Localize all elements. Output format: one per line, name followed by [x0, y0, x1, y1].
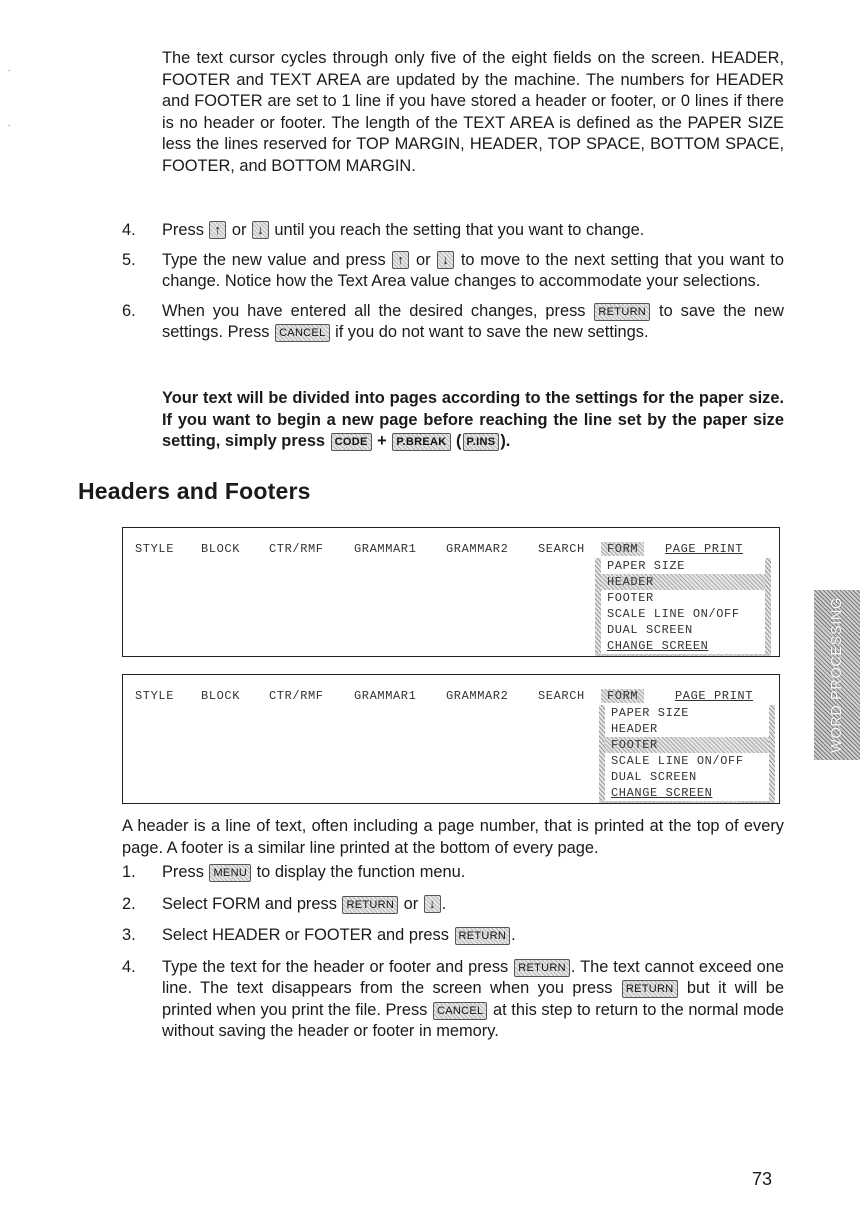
step-item — [122, 894, 784, 916]
plus-sign: + — [377, 432, 387, 450]
note-text: Your text will be divided into pages according to the settings for the paper size. If you want to begin a new page before reaching the line set by the paper size setting, simply press — [162, 389, 784, 450]
step-item — [122, 250, 784, 293]
step-text: to save the new settings. Press — [162, 301, 784, 341]
menu-item-grammar2: GRAMMAR2 — [446, 689, 509, 703]
steps-list-b — [122, 862, 784, 1053]
step-text: but it will be printed when you print the file. Press — [162, 979, 785, 1019]
menu-item-style: STYLE — [135, 689, 175, 703]
down-arrow-key-icon: ↓ — [252, 221, 269, 239]
step-text: until you reach the setting that you want to change. — [274, 221, 645, 239]
dropdown-item-scale-line: SCALE LINE ON/OFF — [611, 754, 744, 768]
return-key-icon: RETURN — [622, 980, 678, 998]
step-text: to move to the next setting that you want to change. Notice how the Text Area value changes to accommodate your selections. — [162, 250, 784, 290]
step-item — [122, 862, 784, 884]
section-heading: Headers and Footers — [78, 478, 311, 504]
menu-item-search: SEARCH — [538, 689, 585, 703]
menu-item-block: BLOCK — [201, 689, 241, 703]
dropdown-item-dual-screen: DUAL SCREEN — [611, 770, 697, 784]
step-text: Select FORM and press — [162, 894, 337, 913]
step-text: Press — [162, 221, 204, 239]
step-text: or — [415, 250, 431, 269]
step-text: When you have entered all the desired changes, press — [162, 301, 586, 320]
form-dropdown — [599, 705, 775, 803]
step-text: . — [511, 926, 516, 944]
dropdown-item-paper-size: PAPER SIZE — [607, 559, 686, 573]
dropdown-item-footer: FOOTER — [607, 591, 654, 605]
section-side-tab — [814, 590, 860, 760]
cancel-key-icon: CANCEL — [433, 1002, 487, 1020]
step-text: to display the function menu. — [256, 863, 466, 881]
page-insert-key-icon: P.INS — [463, 433, 500, 451]
menu-item-form: FORM — [601, 542, 644, 556]
step-text: if you do not want to save the new settings. — [335, 323, 649, 341]
menu-item-grammar2: GRAMMAR2 — [446, 542, 509, 556]
step-number: 4. — [122, 957, 136, 976]
return-key-icon: RETURN — [594, 303, 650, 321]
note-end: ). — [500, 432, 511, 450]
step-item — [122, 301, 784, 344]
dropdown-item-header: HEADER — [611, 722, 658, 736]
step-item — [122, 220, 784, 242]
menu-item-grammar1: GRAMMAR1 — [354, 689, 417, 703]
step-number: 4. — [122, 221, 136, 239]
dropdown-item-change-screen: CHANGE SCREEN — [607, 639, 709, 653]
step-number: 2. — [122, 894, 136, 913]
form-dropdown — [595, 558, 771, 656]
step-text: at this step to return to the normal mode without saving the header or footer in memory. — [162, 1000, 785, 1040]
menu-item-page-print: PAGE PRINT — [665, 542, 744, 556]
menu-item-search: SEARCH — [538, 542, 585, 556]
return-key-icon: RETURN — [342, 896, 398, 914]
page-number: 73 — [752, 1169, 773, 1189]
header-footer-definition: A header is a line of text, often including a page number, that is printed at the top of every page. A footer is a similar line printed at the bottom of every page. — [122, 817, 784, 857]
steps-list-a — [122, 220, 784, 352]
dropdown-item-scale-line: SCALE LINE ON/OFF — [607, 607, 740, 621]
step-text: . The text cannot exceed one line. The text disappears from the screen when you press — [162, 957, 784, 997]
return-key-icon: RETURN — [455, 927, 511, 945]
menu-item-ctr-rmf: CTR/RMF — [269, 542, 324, 556]
step-text: Press — [162, 863, 204, 881]
step-number: 6. — [122, 301, 136, 320]
cancel-key-icon: CANCEL — [275, 324, 329, 342]
page-break-key-icon: P.BREAK — [392, 433, 450, 451]
step-number: 5. — [122, 250, 136, 269]
up-arrow-key-icon: ↑ — [392, 251, 409, 269]
menu-item-style: STYLE — [135, 542, 175, 556]
down-arrow-key-icon: ↓ — [424, 895, 441, 913]
menu-item-page-print: PAGE PRINT — [675, 689, 754, 703]
function-menu-bar — [135, 689, 779, 705]
step-item — [122, 957, 784, 1043]
step-number: 1. — [122, 863, 136, 881]
step-number: 3. — [122, 926, 136, 944]
menu-item-block: BLOCK — [201, 542, 241, 556]
down-arrow-key-icon: ↓ — [437, 251, 454, 269]
function-menu-bar — [135, 542, 779, 558]
menu-key-icon: MENU — [209, 864, 251, 882]
step-text: or — [231, 221, 247, 239]
menu-item-form: FORM — [601, 689, 644, 703]
step-text: or — [403, 894, 419, 913]
code-key-icon: CODE — [331, 433, 372, 451]
margin-mark — [8, 70, 10, 71]
up-arrow-key-icon: ↑ — [209, 221, 226, 239]
dropdown-item-change-screen: CHANGE SCREEN — [611, 786, 713, 800]
step-text: Type the text for the header or footer and press — [162, 957, 509, 976]
dropdown-item-paper-size: PAPER SIZE — [611, 706, 690, 720]
dropdown-item-footer-selected: FOOTER — [605, 737, 769, 753]
page-break-note: Your text will be divided into pages according to the settings for the paper size. If you want to begin a new page before reaching the line set by the paper size setting, simply press CODE + P.BREAK ( P.INS ). — [162, 389, 784, 450]
step-text: . — [441, 894, 447, 913]
menu-item-ctr-rmf: CTR/RMF — [269, 689, 324, 703]
dropdown-item-dual-screen: DUAL SCREEN — [607, 623, 693, 637]
side-tab-label: WORD PROCESSING — [829, 597, 845, 753]
return-key-icon: RETURN — [514, 959, 570, 977]
intro-paragraph: The text cursor cycles through only five of the eight fields on the screen. HEADER, FOOTER and TEXT AREA are updated by the machine. The numbers for HEADER and FOOTER are set to 1 line if you have stored a header or footer, or 0 lines if there is no header or footer. The length of the TEXT AREA is defined as the PAPER SIZE less the lines reserved for TOP MARGIN, HEADER, TOP SPACE, BOTTOM SPACE, FOOTER, and BOTTOM MARGIN. — [162, 49, 784, 175]
margin-mark — [8, 125, 10, 126]
screen-illustration-footer — [122, 674, 780, 804]
menu-item-grammar1: GRAMMAR1 — [354, 542, 417, 556]
step-text: Select HEADER or FOOTER and press — [162, 926, 449, 944]
step-item — [122, 925, 784, 947]
screen-illustration-header — [122, 527, 780, 657]
dropdown-item-header-selected: HEADER — [601, 574, 765, 590]
step-text: Type the new value and press — [162, 250, 386, 269]
